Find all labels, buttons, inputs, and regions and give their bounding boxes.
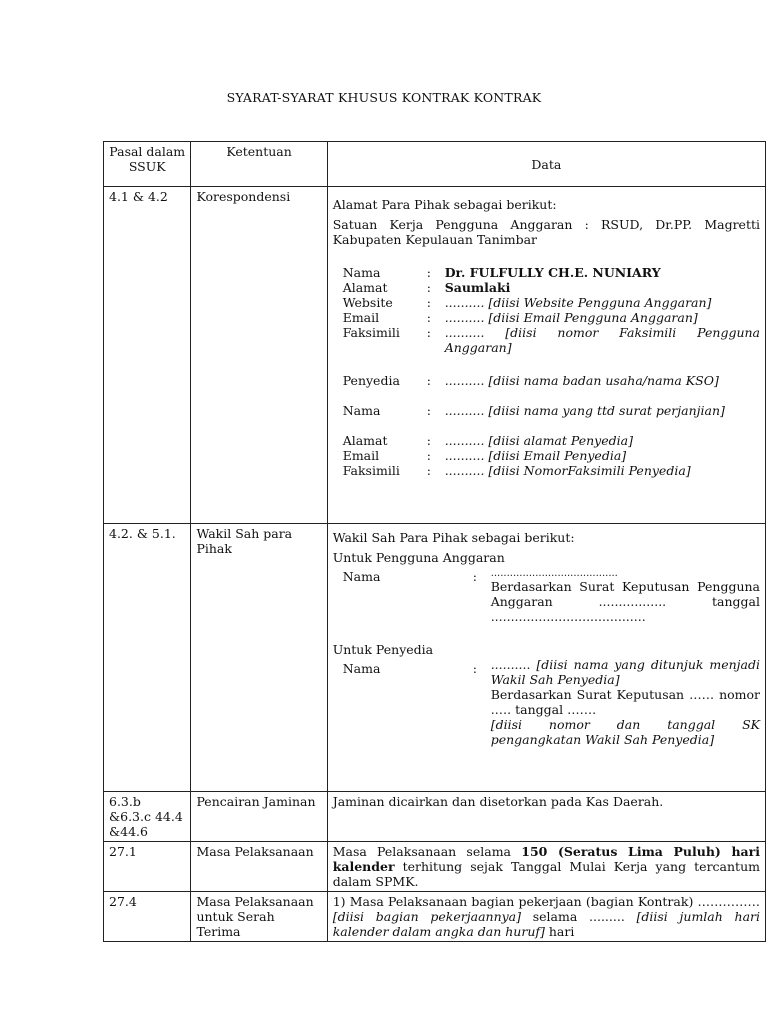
table-row bbox=[104, 842, 766, 892]
cell-pasal: 4.2. & 5.1. bbox=[104, 524, 191, 792]
field-label: Penyedia bbox=[342, 373, 400, 388]
table-row bbox=[104, 792, 766, 842]
cell-ketentuan: Korespondensi bbox=[191, 187, 327, 524]
cell-data bbox=[327, 187, 765, 524]
field-value: .......... [diisi nomor Faksimili Pengguna Anggaran] bbox=[444, 325, 760, 355]
cell-pasal: 4.1 & 4.2 bbox=[104, 187, 191, 524]
colon: : bbox=[426, 373, 431, 388]
cell-pasal: 27.4 bbox=[104, 892, 191, 942]
cell-ketentuan: Masa Pelaksanaan bbox=[191, 842, 327, 892]
field-value: ........................................ Berdasarkan Surat Keputusan Pengguna Anggaran ................. tanggal ....................................... bbox=[490, 568, 760, 624]
field-value: .......... [diisi nama badan usaha/nama KSO] bbox=[444, 373, 719, 388]
field-label: Email bbox=[342, 448, 380, 463]
colon: : bbox=[426, 310, 431, 325]
korespondensi-intro: Alamat Para Pihak sebagai berikut: bbox=[332, 197, 557, 212]
field-label: Faksimili bbox=[342, 325, 400, 340]
field-label: Website bbox=[342, 295, 393, 310]
cell-data bbox=[327, 524, 765, 792]
table-header-row bbox=[104, 142, 766, 187]
pengguna-anggaran-block bbox=[343, 265, 760, 355]
ssuk-table bbox=[103, 141, 766, 942]
field-label: Alamat bbox=[342, 280, 388, 295]
field-label: Nama bbox=[342, 661, 381, 676]
satuan-kerja-text: Satuan Kerja Pengguna Anggaran : RSUD, Dr.PP. Magretti Kabupaten Kepulauan Tanimbar bbox=[332, 217, 760, 247]
untuk-penyedia: Untuk Penyedia bbox=[332, 642, 434, 657]
field-label: Email bbox=[342, 310, 380, 325]
colon: : bbox=[426, 433, 431, 448]
table-row bbox=[104, 187, 766, 524]
colon: : bbox=[426, 265, 431, 280]
colon: : bbox=[426, 325, 431, 340]
colon: : bbox=[426, 403, 431, 418]
cell-ketentuan: Pencairan Jaminan bbox=[191, 792, 327, 842]
field-label: Faksimili bbox=[342, 463, 400, 478]
untuk-pengguna-anggaran: Untuk Pengguna Anggaran bbox=[332, 550, 505, 565]
colon: : bbox=[426, 280, 431, 295]
table-row bbox=[104, 892, 766, 942]
field-value: Saumlaki bbox=[444, 280, 511, 295]
field-value: .......... [diisi alamat Penyedia] bbox=[444, 433, 633, 448]
table-row bbox=[104, 524, 766, 792]
document-title: SYARAT-SYARAT KHUSUS KONTRAK KONTRAK bbox=[226, 90, 542, 105]
wakil-py-block bbox=[343, 657, 760, 747]
colon: : bbox=[426, 295, 431, 310]
wakil-pa-block bbox=[343, 569, 760, 624]
colon: : bbox=[426, 463, 431, 478]
field-label: Nama bbox=[342, 569, 381, 584]
header-data: Data bbox=[327, 142, 765, 187]
field-value: .......... [diisi nama yang ditunjuk menjadi Wakil Sah Penyedia] Berdasarkan Surat Keputusan …… nomor .…. tanggal ……. [diisi nomor dan tanggal SK pengangkatan Wakil Sah Penyedia] bbox=[490, 657, 760, 747]
colon: : bbox=[472, 661, 477, 676]
field-value: .......... [diisi NomorFaksimili Penyedia] bbox=[444, 463, 691, 478]
field-label: Alamat bbox=[342, 433, 388, 448]
field-label: Nama bbox=[342, 265, 381, 280]
cell-data: 1) Masa Pelaksanaan bagian pekerjaan (bagian Kontrak) …………… [diisi bagian pekerjaannya] selama ......... [diisi jumlah hari kalender dalam angka dan huruf] hari bbox=[327, 892, 765, 942]
penyedia-block bbox=[343, 373, 760, 478]
field-value: .......... [diisi Email Pengguna Anggaran] bbox=[444, 310, 698, 325]
cell-ketentuan: Wakil Sah para Pihak bbox=[191, 524, 327, 792]
cell-data: Masa Pelaksanaan selama 150 (Seratus Lima Puluh) hari kalender terhitung sejak Tanggal Mulai Kerja yang tercantum dalam SPMK. bbox=[327, 842, 765, 892]
cell-pasal: 6.3.b &6.3.c 44.4 &44.6 bbox=[104, 792, 191, 842]
cell-data: Jaminan dicairkan dan disetorkan pada Kas Daerah. bbox=[327, 792, 765, 842]
header-ketentuan: Ketentuan bbox=[191, 142, 327, 187]
field-value: .......... [diisi nama yang ttd surat perjanjian] bbox=[444, 403, 725, 418]
colon: : bbox=[426, 448, 431, 463]
field-value: Dr. FULFULLY CH.E. NUNIARY bbox=[444, 265, 661, 280]
field-label: Nama bbox=[342, 403, 381, 418]
field-value: .......... [diisi Website Pengguna Anggaran] bbox=[444, 295, 712, 310]
header-pasal: Pasal dalam SSUK bbox=[104, 142, 191, 187]
field-value: .......... [diisi Email Penyedia] bbox=[444, 448, 627, 463]
cell-ketentuan: Masa Pelaksanaan untuk Serah Terima bbox=[191, 892, 327, 942]
wakil-sah-intro: Wakil Sah Para Pihak sebagai berikut: bbox=[332, 530, 575, 545]
colon: : bbox=[472, 569, 477, 584]
cell-pasal: 27.1 bbox=[104, 842, 191, 892]
